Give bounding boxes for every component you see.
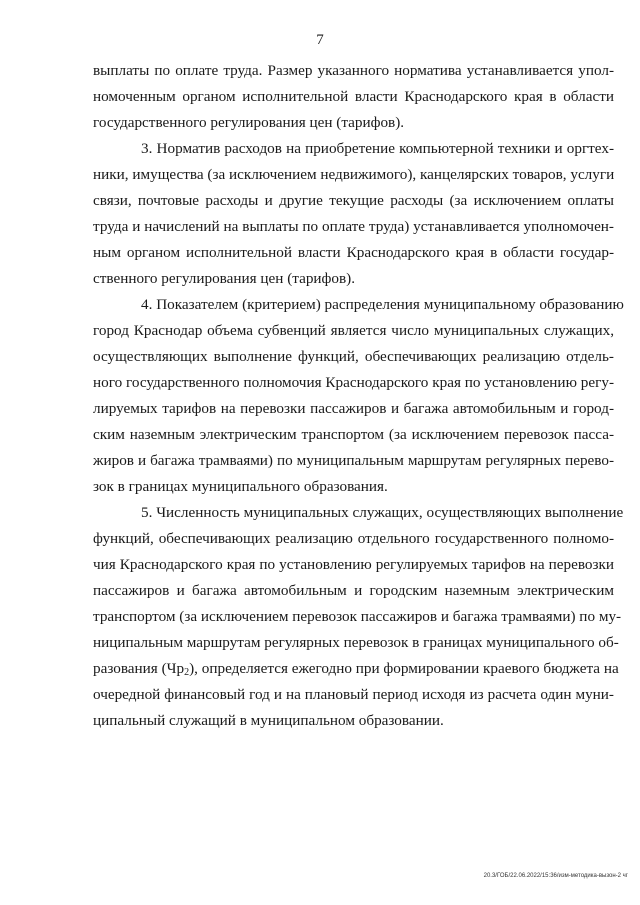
- text-line: связи, почтовые расходы и другие текущие расходы (за исключением оплаты: [93, 192, 614, 209]
- text-line: лируемых тарифов на перевозки пассажиров и багажа автомобильным и город-: [93, 400, 614, 417]
- text-line: выплаты по оплате труда. Размер указанного норматива устанавливается упол-: [93, 62, 614, 79]
- paragraph-5: [93, 500, 624, 734]
- text-line: ским наземным электрическим транспортом (за исключением перевозок пасса-: [93, 426, 614, 443]
- text-line-with-subscript: [93, 656, 619, 682]
- paragraph-3: [93, 136, 614, 292]
- text-line: государственного регулирования цен (тарифов).: [93, 114, 405, 131]
- text-line: ципальный служащий в муниципальном образовании.: [93, 712, 444, 729]
- text-line: пассажиров и багажа автомобильным и городским наземным электрическим: [93, 582, 614, 599]
- text-line: ники, имущества (за исключением недвижимого), канцелярских товаров, услуги: [93, 166, 615, 183]
- text-line: чия Краснодарского края по установлению регулируемых тарифов на перевозки: [93, 556, 614, 573]
- document-body: [93, 58, 624, 734]
- text-line: труда и начислений на выплаты по оплате труда) устанавливается уполномочен-: [93, 218, 614, 235]
- page-number: 7: [316, 32, 324, 48]
- text-line: ниципальным маршрутам регулярных перевозок в границах муниципального об-: [93, 634, 619, 651]
- document-footer-code: 20.3/ГОБ/22.06.2022/15:36/изм-методика-вызон-2 чг: [483, 873, 628, 879]
- text-line: ного государственного полномочия Краснодарского края по установлению регу-: [93, 374, 614, 391]
- text-line: ственного регулирования цен (тарифов).: [93, 270, 356, 287]
- text-line: 3. Норматив расходов на приобретение компьютерной техники и оргтех-: [141, 140, 614, 157]
- text-line: осуществляющих выполнение функций, обеспечивающих реализацию отдель-: [93, 348, 614, 365]
- text-line: город Краснодар объема субвенций является число муниципальных служащих,: [93, 322, 614, 339]
- text-line: номоченным органом исполнительной власти Краснодарского края в области: [93, 88, 614, 105]
- text-line: жиров и багажа трамваями) по муниципальным маршрутам регулярных перево-: [93, 452, 614, 469]
- text-line: ным органом исполнительной власти Краснодарского края в области государ-: [93, 244, 614, 261]
- paragraph-continuation: [93, 58, 614, 136]
- text-line: функций, обеспечивающих реализацию отдельного государственного полномо-: [93, 530, 614, 547]
- text-fragment: разования (Чр: [93, 660, 185, 677]
- text-line: 4. Показателем (критерием) распределения муниципальному образованию: [141, 296, 624, 313]
- text-line: 5. Численность муниципальных служащих, осуществляющих выполнение: [141, 504, 624, 521]
- paragraph-4: [93, 292, 624, 500]
- text-line: зок в границах муниципального образования.: [93, 478, 388, 495]
- text-line: очередной финансовый год и на плановый период исходя из расчета один муни-: [93, 686, 614, 703]
- text-line: транспортом (за исключением перевозок пассажиров и багажа трамваями) по му-: [93, 608, 622, 625]
- subscript: 2: [184, 667, 190, 678]
- text-fragment: ), определяется ежегодно при формировании краевого бюджета на: [189, 660, 619, 677]
